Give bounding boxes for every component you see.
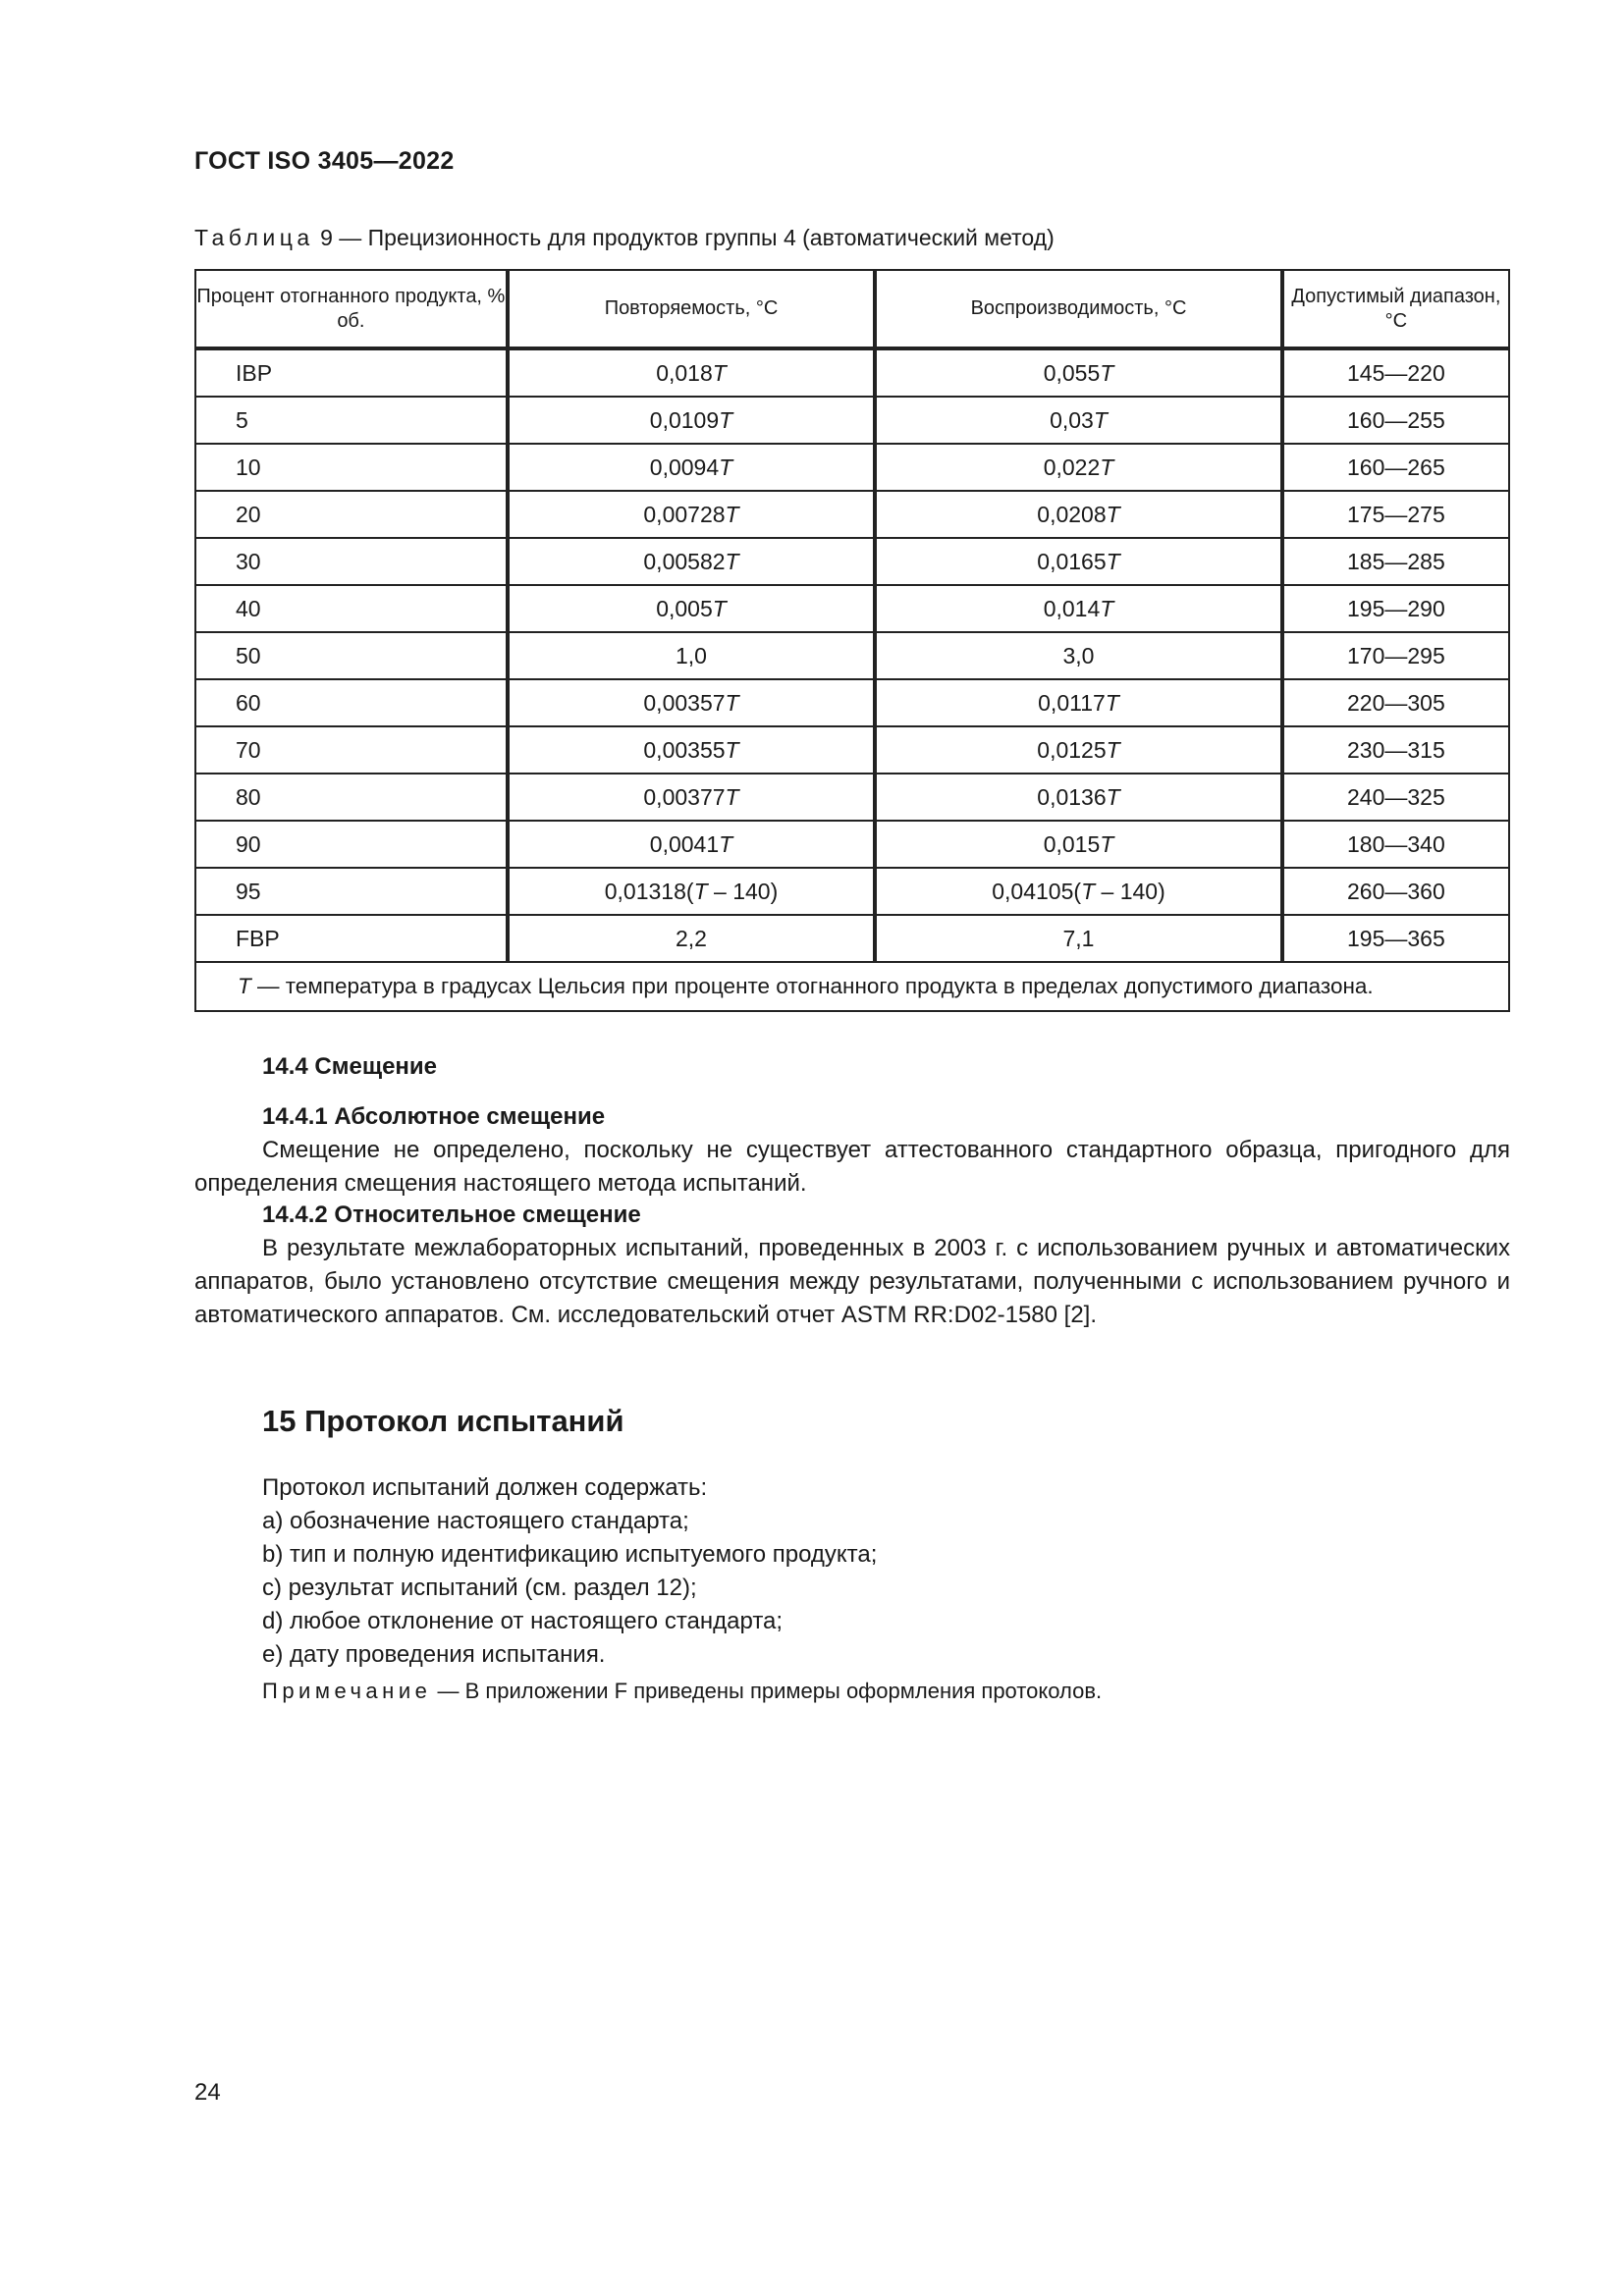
table-footnote-row xyxy=(195,962,1509,1011)
table-cell: 0,00728T xyxy=(508,491,875,538)
table-header-row xyxy=(195,270,1509,348)
subsection-14-4-2-heading: 14.4.2 Относительное смещение xyxy=(262,1201,641,1228)
table-cell: 20 xyxy=(195,491,508,538)
section-15-heading: 15 Протокол испытаний xyxy=(262,1404,624,1438)
column-header: Процент отогнанного продукта, % об. xyxy=(195,270,508,348)
column-header: Повторяемость, °С xyxy=(508,270,875,348)
note-label: Примечание xyxy=(262,1679,432,1703)
table-cell: 0,0109T xyxy=(508,397,875,444)
table-row xyxy=(195,491,1509,538)
page-number: 24 xyxy=(194,2079,221,2106)
table-cell: 0,015T xyxy=(875,821,1282,868)
table-cell: 0,03T xyxy=(875,397,1282,444)
table-cell: 240—325 xyxy=(1282,774,1509,821)
list-item: e) дату проведения испытания. xyxy=(262,1641,606,1668)
table-cell: IBP xyxy=(195,348,508,397)
table-cell: 40 xyxy=(195,585,508,632)
subsection-14-4-1-heading: 14.4.1 Абсолютное смещение xyxy=(262,1103,606,1130)
table-cell: 1,0 xyxy=(508,632,875,679)
list-item: a) обозначение настоящего стандарта; xyxy=(262,1508,689,1534)
table-cell: 50 xyxy=(195,632,508,679)
list-item: d) любое отклонение от настоящего стандарта; xyxy=(262,1608,784,1634)
table-cell: 0,0136T xyxy=(875,774,1282,821)
table-row xyxy=(195,774,1509,821)
table-cell: 0,0165T xyxy=(875,538,1282,585)
table-cell: 0,0094T xyxy=(508,444,875,491)
subsection-14-4-2-text: В результате межлабораторных испытаний, проведенных в 2003 г. с использованием ручных и автоматических аппаратов, было установлено отсутствие смещения между результатами, полученными с использованием ручного и автоматического аппаратов. См. исследовательский отчет ASTM RR:D02-1580 [2]. xyxy=(194,1235,1510,1328)
column-header: Допустимый диапазон, °С xyxy=(1282,270,1509,348)
table-cell: 0,00582T xyxy=(508,538,875,585)
column-header: Воспроизводимость, °С xyxy=(875,270,1282,348)
table-row xyxy=(195,915,1509,962)
table-cell: 0,0125T xyxy=(875,726,1282,774)
table-cell: 175—275 xyxy=(1282,491,1509,538)
section-14-4-heading: 14.4 Смещение xyxy=(262,1053,438,1080)
table-cell: 145—220 xyxy=(1282,348,1509,397)
table-row xyxy=(195,726,1509,774)
table-caption-text: 9 — Прецизионность для продуктов группы 4 (автоматический метод) xyxy=(313,225,1055,250)
table-cell: 0,04105(T – 140) xyxy=(875,868,1282,915)
table-cell: 195—290 xyxy=(1282,585,1509,632)
table-cell: 0,005T xyxy=(508,585,875,632)
table-cell: 260—360 xyxy=(1282,868,1509,915)
table-cell: 30 xyxy=(195,538,508,585)
note-text: — В приложении F приведены примеры оформления протоколов. xyxy=(431,1679,1103,1703)
table-footnote: T — температура в градусах Цельсия при проценте отогнанного продукта в пределах допустимого диапазона. xyxy=(195,962,1509,1011)
table-cell: 230—315 xyxy=(1282,726,1509,774)
table-cell: 0,0041T xyxy=(508,821,875,868)
table-cell: 170—295 xyxy=(1282,632,1509,679)
table-cell: 5 xyxy=(195,397,508,444)
table-cell: FBP xyxy=(195,915,508,962)
subsection-14-4-1-text: Смещение не определено, поскольку не существует аттестованного стандартного образца, пригодного для определения смещения настоящего метода испытаний. xyxy=(194,1137,1510,1197)
table-row xyxy=(195,821,1509,868)
table-cell: 0,018T xyxy=(508,348,875,397)
section-15-intro: Протокол испытаний должен содержать: xyxy=(262,1474,708,1501)
table-cell: 10 xyxy=(195,444,508,491)
document-code: ГОСТ ISO 3405—2022 xyxy=(194,147,455,175)
table-cell: 180—340 xyxy=(1282,821,1509,868)
table-caption xyxy=(194,225,1055,251)
table-cell: 185—285 xyxy=(1282,538,1509,585)
note xyxy=(262,1679,1102,1704)
table-cell: 220—305 xyxy=(1282,679,1509,726)
table-cell: 160—255 xyxy=(1282,397,1509,444)
table-cell: 0,055T xyxy=(875,348,1282,397)
table-cell: 0,0208T xyxy=(875,491,1282,538)
table-caption-label: Таблица xyxy=(194,225,314,250)
table-cell: 80 xyxy=(195,774,508,821)
table-cell: 60 xyxy=(195,679,508,726)
table-row xyxy=(195,679,1509,726)
table-cell: 0,00377T xyxy=(508,774,875,821)
table-cell: 7,1 xyxy=(875,915,1282,962)
table-cell: 3,0 xyxy=(875,632,1282,679)
table-cell: 0,01318(T – 140) xyxy=(508,868,875,915)
table-row xyxy=(195,868,1509,915)
table-cell: 0,014T xyxy=(875,585,1282,632)
table-row xyxy=(195,348,1509,397)
table-cell: 0,022T xyxy=(875,444,1282,491)
precision-table xyxy=(194,269,1510,1012)
table-cell: 160—265 xyxy=(1282,444,1509,491)
table-cell: 195—365 xyxy=(1282,915,1509,962)
table-row xyxy=(195,538,1509,585)
table-row xyxy=(195,632,1509,679)
table-cell: 2,2 xyxy=(508,915,875,962)
table-cell: 0,00355T xyxy=(508,726,875,774)
list-item: b) тип и полную идентификацию испытуемого продукта; xyxy=(262,1541,878,1568)
table-row xyxy=(195,397,1509,444)
table-cell: 70 xyxy=(195,726,508,774)
table-row xyxy=(195,444,1509,491)
table-cell: 0,0117T xyxy=(875,679,1282,726)
list-item: c) результат испытаний (см. раздел 12); xyxy=(262,1575,697,1601)
table-cell: 90 xyxy=(195,821,508,868)
table-cell: 95 xyxy=(195,868,508,915)
table-cell: 0,00357T xyxy=(508,679,875,726)
table-row xyxy=(195,585,1509,632)
